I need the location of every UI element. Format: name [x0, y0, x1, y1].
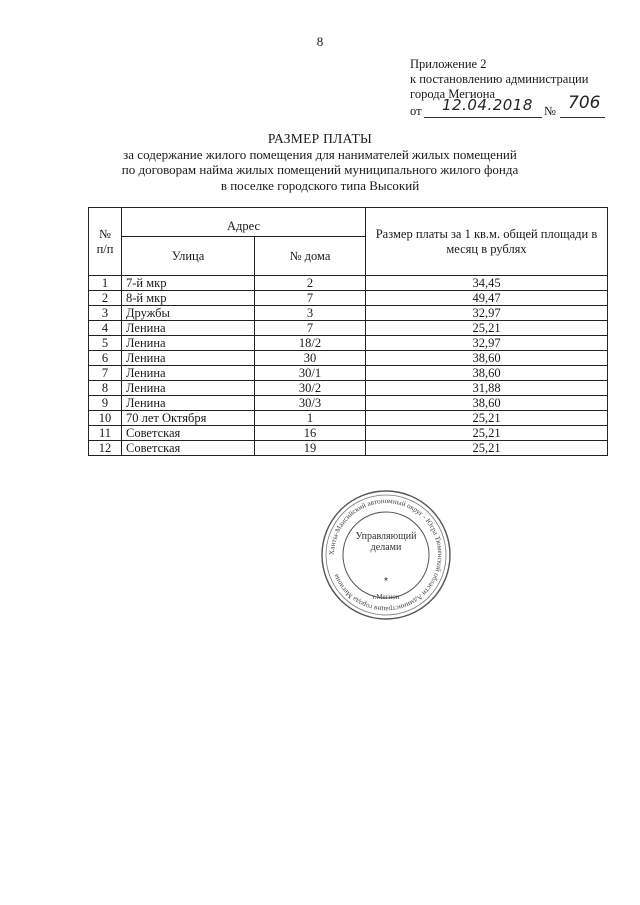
seal-ring-text: Ханты-Мансийский автономный округ - Югра Тюменской области Администрация города Мегиона	[327, 496, 445, 614]
cell-house: 18/2	[255, 336, 366, 351]
cell-street: Ленина	[122, 366, 255, 381]
document-title: РАЗМЕР ПЛАТЫ	[267, 131, 373, 146]
number-underline	[560, 117, 605, 118]
table-row	[89, 336, 608, 351]
cell-price: 32,97	[366, 336, 608, 351]
header-num-line2: п/п	[96, 241, 114, 256]
cell-price: 25,21	[366, 426, 608, 441]
cell-num: 9	[89, 396, 122, 411]
cell-price: 25,21	[366, 321, 608, 336]
table-row	[89, 441, 608, 456]
official-seal	[319, 488, 453, 622]
table-row	[89, 381, 608, 396]
cell-num: 6	[89, 351, 122, 366]
from-label: от	[410, 104, 422, 118]
cell-num: 10	[89, 411, 122, 426]
cell-street: Ленина	[122, 336, 255, 351]
cell-street: 7-й мкр	[122, 276, 255, 291]
table-row	[89, 306, 608, 321]
cell-house: 2	[255, 276, 366, 291]
table-row	[89, 426, 608, 441]
header-street: Улица	[122, 237, 255, 276]
table-row	[89, 366, 608, 381]
cell-num: 3	[89, 306, 122, 321]
header-num	[89, 208, 122, 276]
cell-price: 34,45	[366, 276, 608, 291]
header-price: Размер платы за 1 кв.м. общей площади в месяц в рублях	[366, 208, 608, 276]
table-row	[89, 396, 608, 411]
cell-house: 30	[255, 351, 366, 366]
fee-table	[88, 207, 608, 456]
appendix-title: Приложение 2	[410, 57, 487, 71]
cell-house: 30/3	[255, 396, 366, 411]
cell-num: 1	[89, 276, 122, 291]
header-num-line1: №	[99, 226, 111, 241]
cell-house: 30/1	[255, 366, 366, 381]
cell-street: 8-й мкр	[122, 291, 255, 306]
cell-house: 7	[255, 321, 366, 336]
appendix-block	[410, 57, 601, 120]
cell-num: 11	[89, 426, 122, 441]
header-house: № дома	[255, 237, 366, 276]
cell-price: 49,47	[366, 291, 608, 306]
table-row	[89, 411, 608, 426]
heading-line-1: за содержание жилого помещения для нанимателей жилых помещений	[123, 146, 517, 162]
cell-street: Советская	[122, 441, 255, 456]
cell-house: 19	[255, 441, 366, 456]
date-underline	[424, 117, 542, 118]
cell-street: Советская	[122, 426, 255, 441]
cell-street: Ленина	[122, 321, 255, 336]
document-heading	[0, 131, 640, 193]
cell-street: Дружбы	[122, 306, 255, 321]
cell-price: 38,60	[366, 351, 608, 366]
cell-house: 7	[255, 291, 366, 306]
cell-street: 70 лет Октября	[122, 411, 255, 426]
cell-house: 30/2	[255, 381, 366, 396]
table-row	[89, 351, 608, 366]
cell-price: 25,21	[366, 441, 608, 456]
cell-num: 8	[89, 381, 122, 396]
cell-street: Ленина	[122, 381, 255, 396]
cell-price: 32,97	[366, 306, 608, 321]
heading-line-2: по договорам найма жилых помещений муниципального жилого фонда	[121, 162, 519, 177]
cell-num: 4	[89, 321, 122, 336]
cell-price: 31,88	[366, 381, 608, 396]
svg-text:★: ★	[383, 577, 389, 583]
fee-table-body	[89, 276, 608, 456]
cell-price: 25,21	[366, 411, 608, 426]
seal-city: г.Мегион	[372, 593, 400, 601]
cell-street: Ленина	[122, 351, 255, 366]
cell-num: 12	[89, 441, 122, 456]
table-row	[89, 276, 608, 291]
table-row	[89, 321, 608, 336]
seal-label: Управляющий делами	[355, 531, 417, 553]
cell-house: 3	[255, 306, 366, 321]
appendix-resolution: к постановлению администрации	[410, 72, 589, 86]
page-number: 8	[316, 34, 324, 49]
cell-price: 38,60	[366, 366, 608, 381]
number-sign: №	[544, 104, 556, 118]
cell-num: 5	[89, 336, 122, 351]
seal-graphic	[319, 488, 453, 622]
cell-street: Ленина	[122, 396, 255, 411]
heading-line-3: в поселке городского типа Высокий	[220, 177, 420, 193]
cell-house: 16	[255, 426, 366, 441]
cell-num: 7	[89, 366, 122, 381]
handwritten-date: 12.04.2018	[442, 96, 533, 114]
table-row	[89, 291, 608, 306]
cell-num: 2	[89, 291, 122, 306]
cell-price: 38,60	[366, 396, 608, 411]
cell-house: 1	[255, 411, 366, 426]
header-address: Адрес	[122, 208, 366, 237]
handwritten-number: 706	[568, 93, 601, 113]
appendix-city: города Мегиона	[410, 87, 496, 101]
